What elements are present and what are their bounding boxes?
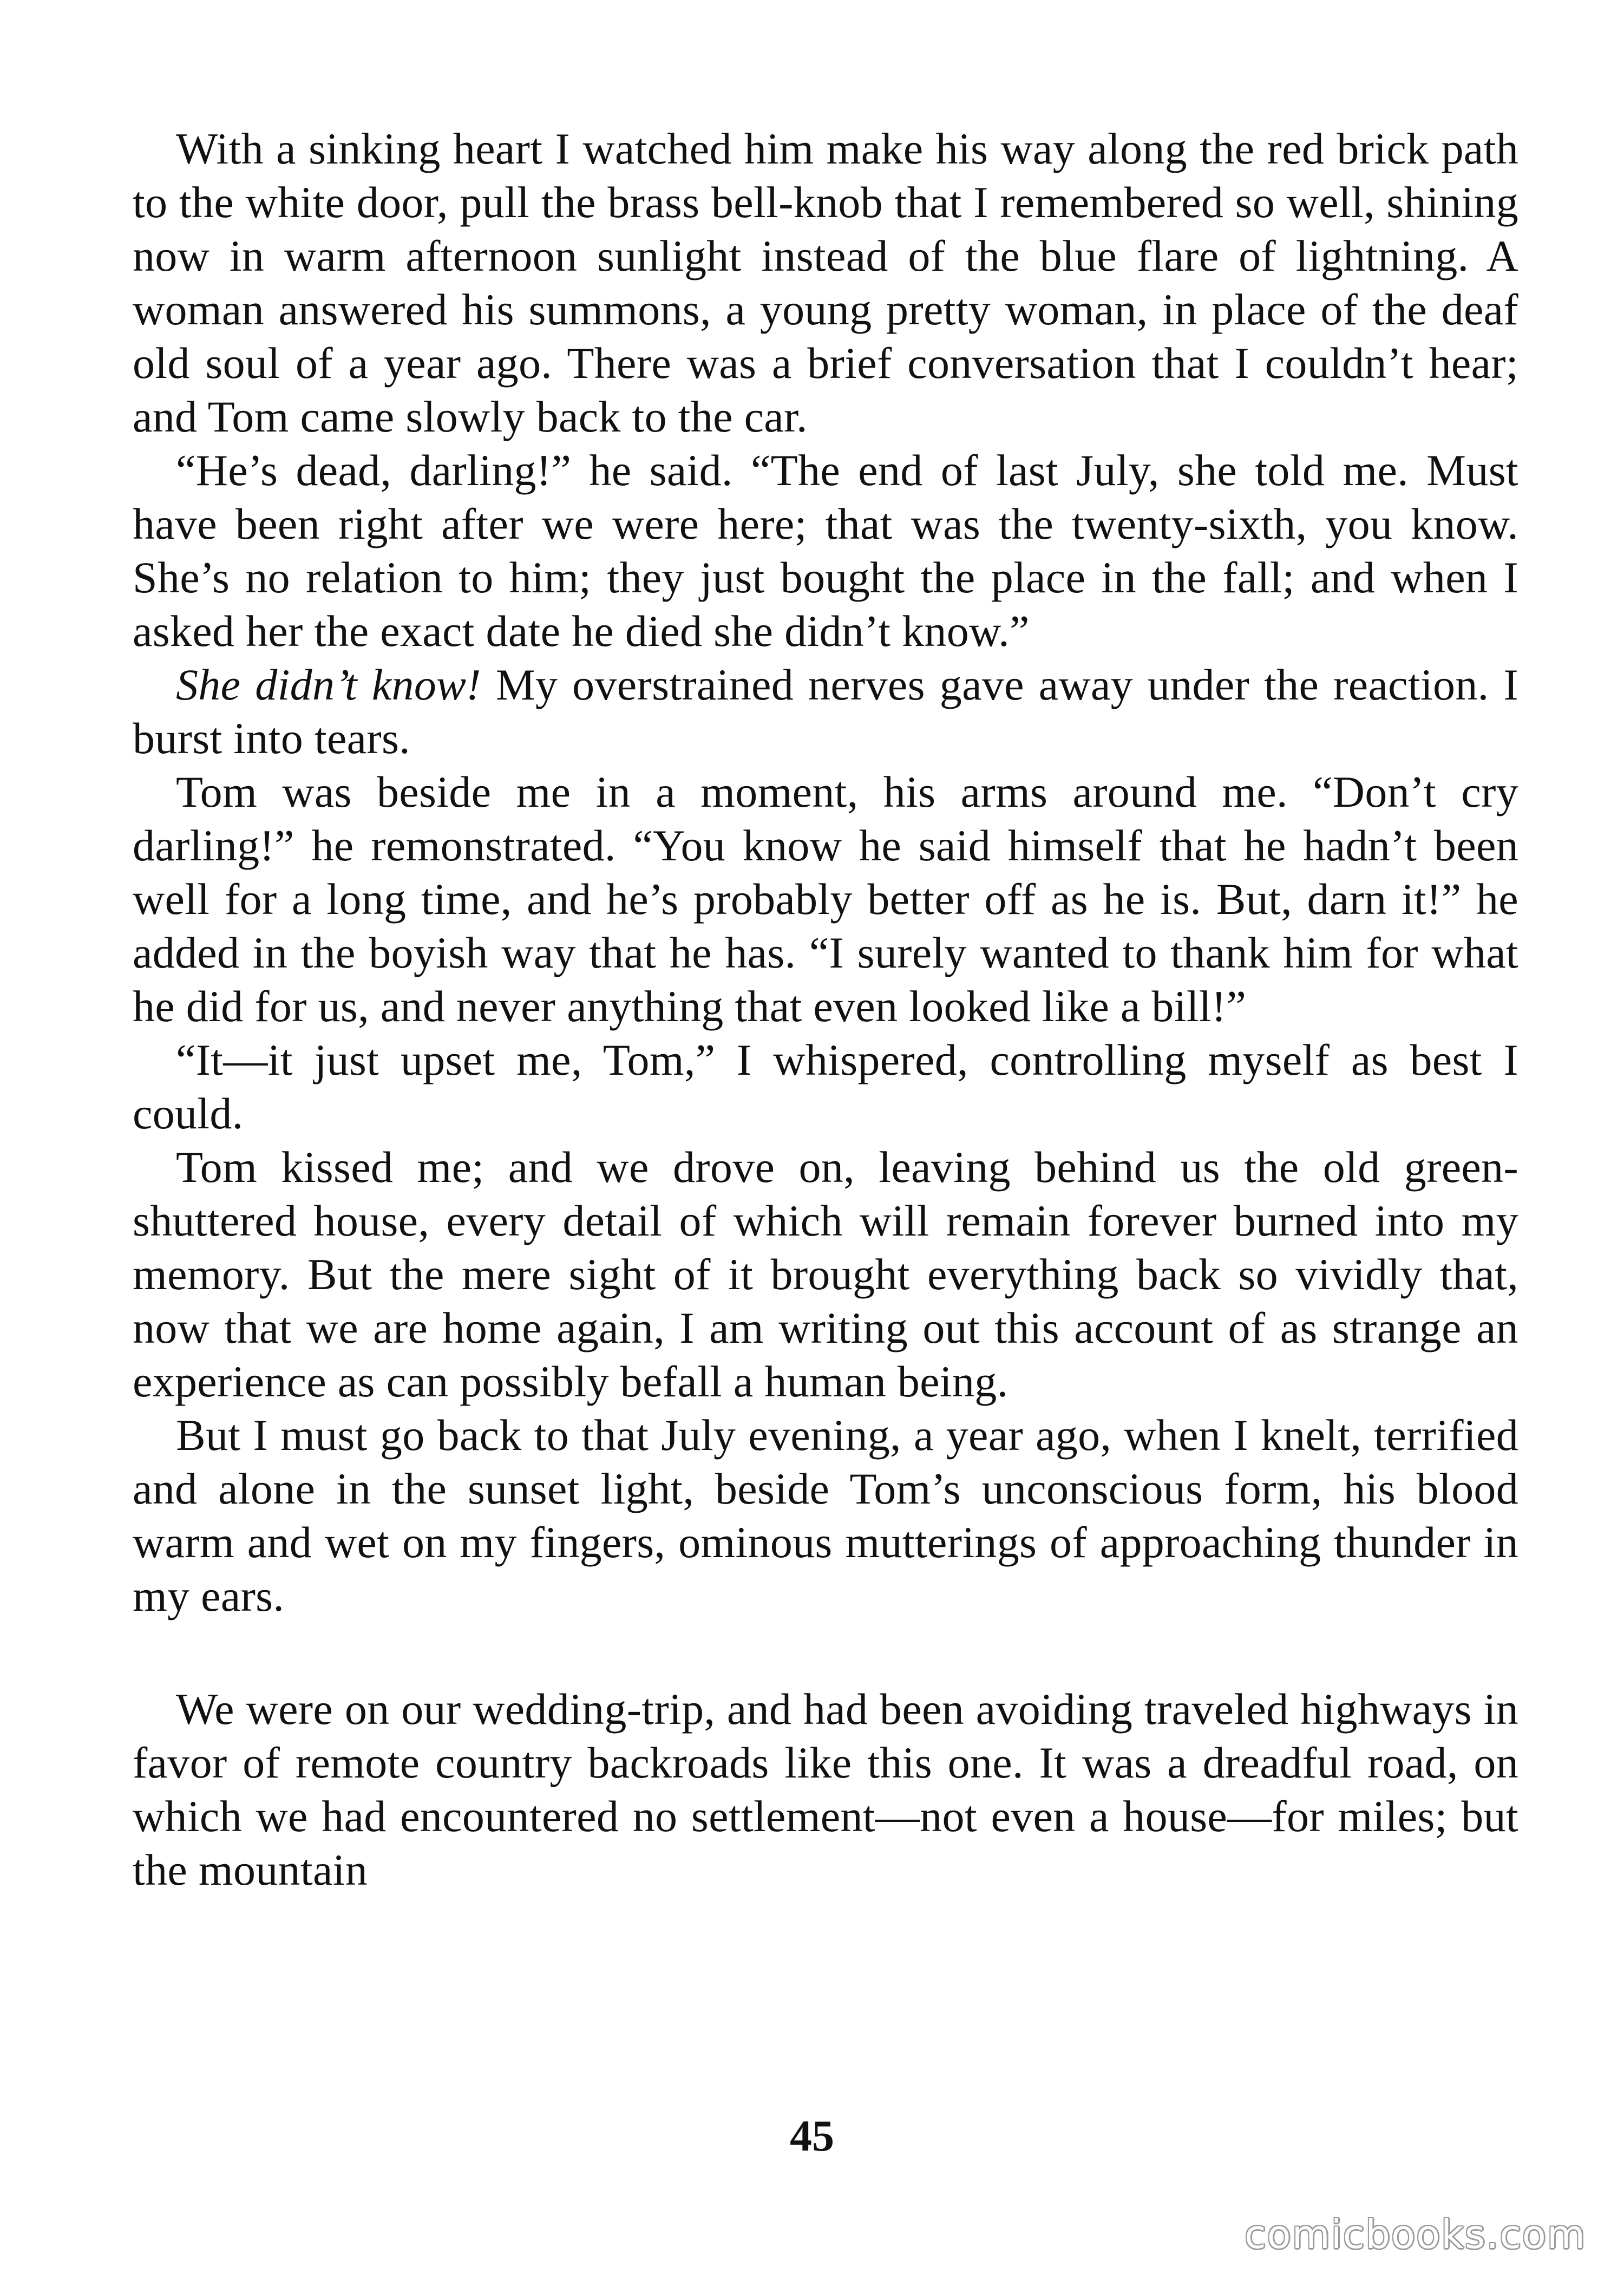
- paragraph-3-rest: My overstrained nerves gave away under the reaction. I burst into tears.: [133, 660, 1518, 763]
- italic-lead: She didn’t know!: [176, 660, 481, 709]
- paragraph-1: With a sinking heart I watched him make his way along the red brick path to the white door, pull the brass bell-knob that I remembered so well, shining now in warm afternoon sunlight instead of the blue flare of lightning. A woman answered his summons, a young pretty woman, in place of the deaf old soul of a year ago. There was a brief conversation that I couldn’t hear; and Tom came slowly back to the car.: [133, 124, 1518, 441]
- paragraph-4: Tom was beside me in a moment, his arms around me. “Don’t cry darling!” he remonstrated. “You know he said himself that he hadn’t been well for a long time, and he’s probably better off as he is. But, darn it!” he added in the boyish way that he has. “I surely wanted to thank him for what he did for us, and never anything that even looked like a bill!”: [133, 767, 1518, 1031]
- paragraph-6: Tom kissed me; and we drove on, leaving behind us the old green-shuttered house, every detail of which will remain forever burned into my memory. But the mere sight of it brought everything back so vividly that, now that we are home again, I am writing out this account of as strange an experience as can possibly befall a human being.: [133, 1142, 1518, 1406]
- paragraph-7: But I must go back to that July evening, a year ago, when I knelt, terrified and alone in the sunset light, beside Tom’s unconscious form, his blood warm and wet on my fingers, ominous mutterings of approaching thunder in my ears.: [133, 1410, 1518, 1620]
- paragraph-3: [133, 658, 1518, 765]
- body-text: [133, 122, 1518, 1897]
- paragraph-8: We were on our wedding-trip, and had been avoiding traveled highways in favor of remote country backroads like this one. It was a dreadful road, on which we had encountered no settlement—not even a house—for miles; but the mountain: [133, 1684, 1518, 1894]
- section-break: [133, 1623, 1518, 1682]
- watermark-logo: comicbooks.com: [1244, 2212, 1586, 2257]
- paragraph-5: “It—it just upset me, Tom,” I whispered, controlling myself as best I could.: [133, 1035, 1518, 1138]
- paragraph-2: “He’s dead, darling!” he said. “The end of last July, she told me. Must have been right after we were here; that was the twenty-sixth, you know. She’s no relation to him; they just bought the place in the fall; and when I asked her the exact date he died she didn’t know.”: [133, 446, 1518, 656]
- page-number: 45: [790, 2111, 834, 2160]
